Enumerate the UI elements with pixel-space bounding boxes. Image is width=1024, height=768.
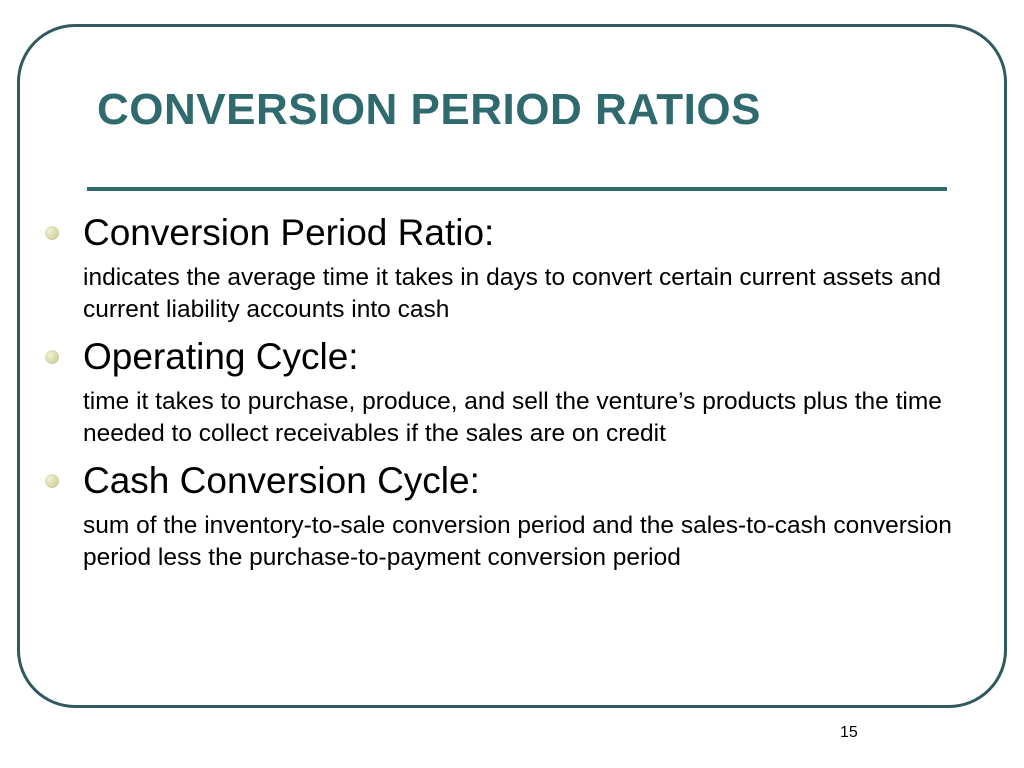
bullet-list (45, 210, 965, 574)
slide-title: CONVERSION PERIOD RATIOS (97, 85, 761, 134)
bullet-heading: Cash Conversion Cycle: (83, 460, 480, 501)
bullet-description: time it takes to purchase, produce, and sell the venture’s products plus the time needed to collect receivables if the sales are on credit (83, 388, 942, 447)
bullet-heading: Conversion Period Ratio: (83, 212, 495, 253)
bullet-icon (45, 474, 59, 488)
bullet-icon (45, 350, 59, 364)
bullet-icon (45, 226, 59, 240)
page-number: 15 (840, 724, 858, 741)
bullet-item-cash-conversion-cycle (45, 458, 965, 574)
bullet-description: sum of the inventory-to-sale conversion period and the sales-to-cash conversion period less the purchase-to-payment conversion period (83, 512, 952, 571)
title-underline (87, 187, 947, 191)
bullet-description: indicates the average time it takes in days to convert certain current assets and current liability accounts into cash (83, 264, 941, 323)
bullet-heading: Operating Cycle: (83, 336, 359, 377)
bullet-item-conversion-period-ratio (45, 210, 965, 326)
bullet-item-operating-cycle (45, 334, 965, 450)
